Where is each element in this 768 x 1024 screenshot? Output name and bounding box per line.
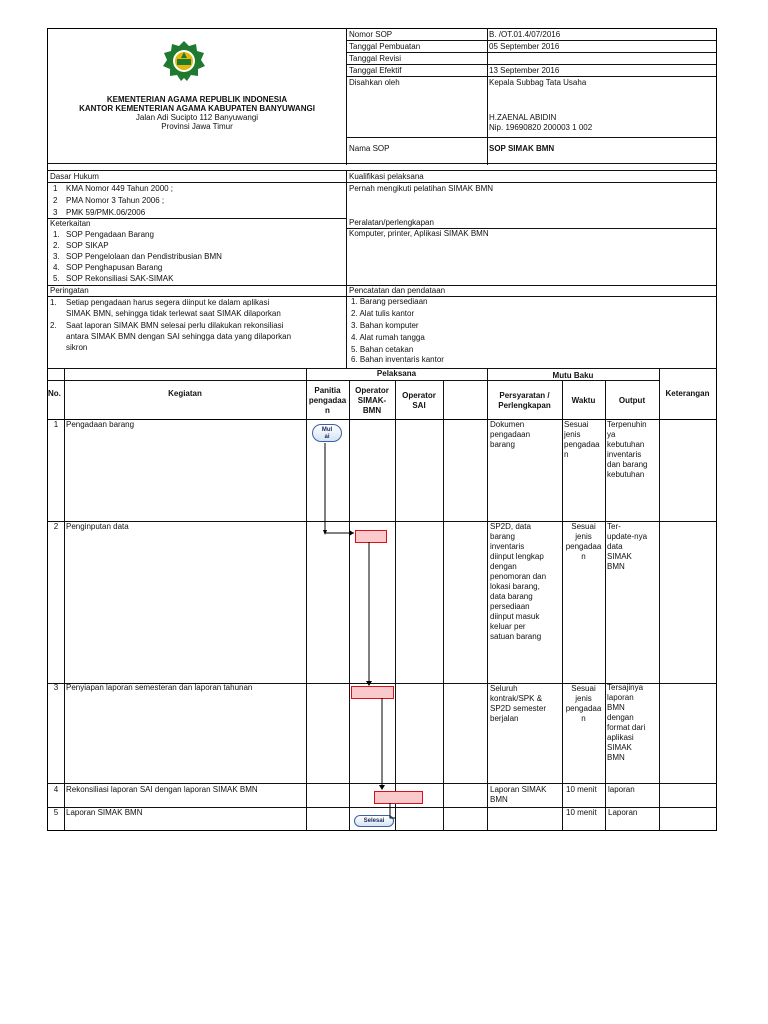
pencatatan-item-3: 3. Bahan komputer — [351, 321, 419, 330]
dasar-item-1: KMA Nomor 449 Tahun 2000 ; — [66, 184, 174, 193]
peringatan-2-line-2: antara SIMAK BMN dengan SAI sehingga data yang dilaporkan — [66, 332, 292, 341]
actor-panitia: Panitia pengadaa n — [308, 386, 347, 415]
row-5-waktu: 10 menit — [566, 808, 597, 817]
group-mutu-baku: Mutu Baku — [552, 371, 594, 380]
pencatatan-item-4: 4. Alat rumah tangga — [351, 333, 425, 342]
keterkaitan-num-1: 1. — [53, 230, 60, 239]
row-1-no: 1 — [53, 420, 59, 429]
field-label-efektif: Tanggal Efektif — [349, 66, 402, 75]
actor-operator-simak: Operator SIMAK- BMN — [355, 386, 389, 415]
peringatan-label: Peringatan — [50, 286, 89, 295]
keterkaitan-label: Keterkaitan — [50, 219, 91, 228]
keterkaitan-num-4: 4. — [53, 263, 60, 272]
keterkaitan-num-3: 3. — [53, 252, 60, 261]
row-4-waktu: 10 menit — [566, 785, 597, 794]
signer-name: H.ZAENAL ABIDIN — [489, 113, 557, 122]
row-2-waktu: Sesuai jenis pengadaa n — [565, 522, 602, 561]
row-5-kegiatan: Laporan SIMAK BMN — [66, 808, 143, 817]
peringatan-num-1: 1. — [50, 298, 57, 307]
actor-operator-sai: Operator SAI — [402, 391, 436, 410]
row-5-no: 5 — [53, 808, 59, 817]
field-value-pembuatan: 05 September 2016 — [489, 42, 560, 51]
field-value-disahkan: Kepala Subbag Tata Usaha — [489, 78, 587, 87]
row-4-no: 4 — [53, 785, 59, 794]
keterkaitan-item-2: SOP SIKAP — [66, 241, 109, 250]
org-address: Jalan Adi Sucipto 112 Banyuwangi — [135, 113, 259, 122]
dasar-num-1: 1 — [53, 184, 58, 193]
peralatan-value: Komputer, printer, Aplikasi SIMAK BMN — [349, 229, 489, 238]
start-terminator: Mul ai — [312, 424, 342, 442]
sop-name-label: Nama SOP — [349, 144, 390, 153]
keterkaitan-item-4: SOP Penghapusan Barang — [66, 263, 163, 272]
row-1-waktu: Sesuai jenis pengadaa n — [564, 420, 600, 459]
pencatatan-label: Pencatatan dan pendataan — [349, 286, 446, 295]
row-1-output: Terpenuhin ya kebutuhan inventaris dan barang kebutuhan — [607, 420, 648, 479]
row-2-persyaratan: SP2D, data barang inventaris diinput lengkap dengan penomoran dan lokasi barang, data barang persediaan diinput masuk keluar per satuan barang — [490, 522, 547, 641]
field-value-nomor: B. /OT.01.4/07/2016 — [489, 30, 561, 39]
kualifikasi-label: Kualifikasi pelaksana — [349, 172, 424, 181]
pencatatan-item-6: 6. Bahan inventaris kantor — [351, 355, 444, 364]
sop-name-value: SOP SIMAK BMN — [489, 144, 555, 153]
row-3-kegiatan: Penyiapan laporan semesteran dan laporan tahunan — [66, 683, 253, 692]
pencatatan-item-5: 5. Bahan cetakan — [351, 345, 414, 354]
row-2-no: 2 — [53, 522, 59, 531]
row-5-output: Laporan — [608, 808, 638, 817]
field-label-nomor: Nomor SOP — [349, 30, 393, 39]
dasar-hukum-label: Dasar Hukum — [50, 172, 99, 181]
dasar-item-3: PMK 59/PMK.06/2006 — [66, 208, 146, 217]
field-label-revisi: Tanggal Revisi — [349, 54, 402, 63]
dasar-num-2: 2 — [53, 196, 58, 205]
peringatan-2-line-3: sikron — [66, 343, 88, 352]
org-name: KEMENTERIAN AGAMA REPUBLIK INDONESIA — [106, 95, 288, 104]
field-value-efektif: 13 September 2016 — [489, 66, 560, 75]
col-keterangan: Keterangan — [665, 389, 710, 398]
peringatan-num-2: 2. — [50, 321, 57, 330]
col-output: Output — [618, 396, 646, 405]
org-office: KANTOR KEMENTERIAN AGAMA KABUPATEN BANYUWANGI — [79, 104, 315, 113]
peralatan-label: Peralatan/perlengkapan — [349, 218, 434, 227]
org-province: Provinsi Jawa Timur — [161, 122, 233, 131]
col-no: No. — [48, 389, 61, 398]
col-persyaratan: Persyaratan / Perlengkapan — [498, 391, 551, 410]
dasar-num-3: 3 — [53, 208, 58, 217]
pencatatan-item-1: 1. Barang persediaan — [351, 297, 428, 306]
signer-nip: Nip. 19690820 200003 1 002 — [489, 123, 593, 132]
row-4-kegiatan: Rekonsiliasi laporan SAI dengan laporan SIMAK BMN — [66, 785, 258, 794]
field-label-pembuatan: Tanggal Pembuatan — [349, 42, 421, 51]
keterkaitan-num-5: 5. — [53, 274, 60, 283]
row-1-persyaratan: Dokumen pengadaan barang — [490, 420, 531, 449]
peringatan-2-line-1: Saat laporan SIMAK BMN selesai perlu dilakukan rekonsiliasi — [66, 321, 284, 330]
row-4-persyaratan: Laporan SIMAK BMN — [490, 785, 547, 804]
keterkaitan-item-3: SOP Pengelolaan dan Pendistribusian BMN — [66, 252, 222, 261]
peringatan-1-line-1: Setiap pengadaan harus segera diinput ke dalam aplikasi — [66, 298, 270, 307]
kualifikasi-value: Pernah mengikuti pelatihan SIMAK BMN — [349, 184, 494, 193]
keterkaitan-item-1: SOP Pengadaan Barang — [66, 230, 154, 239]
dasar-item-2: PMA Nomor 3 Tahun 2006 ; — [66, 196, 165, 205]
row-3-waktu: Sesuai jenis pengadaa n — [565, 684, 602, 723]
row-4-output: laporan — [608, 785, 635, 794]
col-kegiatan: Kegiatan — [168, 389, 202, 398]
pencatatan-item-2: 2. Alat tulis kantor — [351, 309, 415, 318]
col-waktu: Waktu — [571, 396, 596, 405]
peringatan-1-line-2: SIMAK BMN, sehingga tidak terlewat saat SIMAK dilaporkan — [66, 309, 281, 318]
group-pelaksana: Pelaksana — [376, 369, 417, 378]
row-3-output: Tersajinya laporan BMN dengan format dari aplikasi SIMAK BMN — [607, 683, 646, 762]
field-label-disahkan: Disahkan oleh — [349, 78, 400, 87]
end-terminator: Selesai — [354, 815, 394, 827]
keterkaitan-num-2: 2. — [53, 241, 60, 250]
row-2-output: Ter- update-nya data SIMAK BMN — [607, 522, 648, 571]
row-1-kegiatan: Pengadaan barang — [66, 420, 135, 429]
keterkaitan-item-5: SOP Rekonsiliasi SAK-SIMAK — [66, 274, 174, 283]
row-2-kegiatan: Penginputan data — [66, 522, 129, 531]
row-3-no: 3 — [53, 683, 59, 692]
row-3-persyaratan: Seluruh kontrak/SPK & SP2D semester berjalan — [490, 684, 547, 723]
